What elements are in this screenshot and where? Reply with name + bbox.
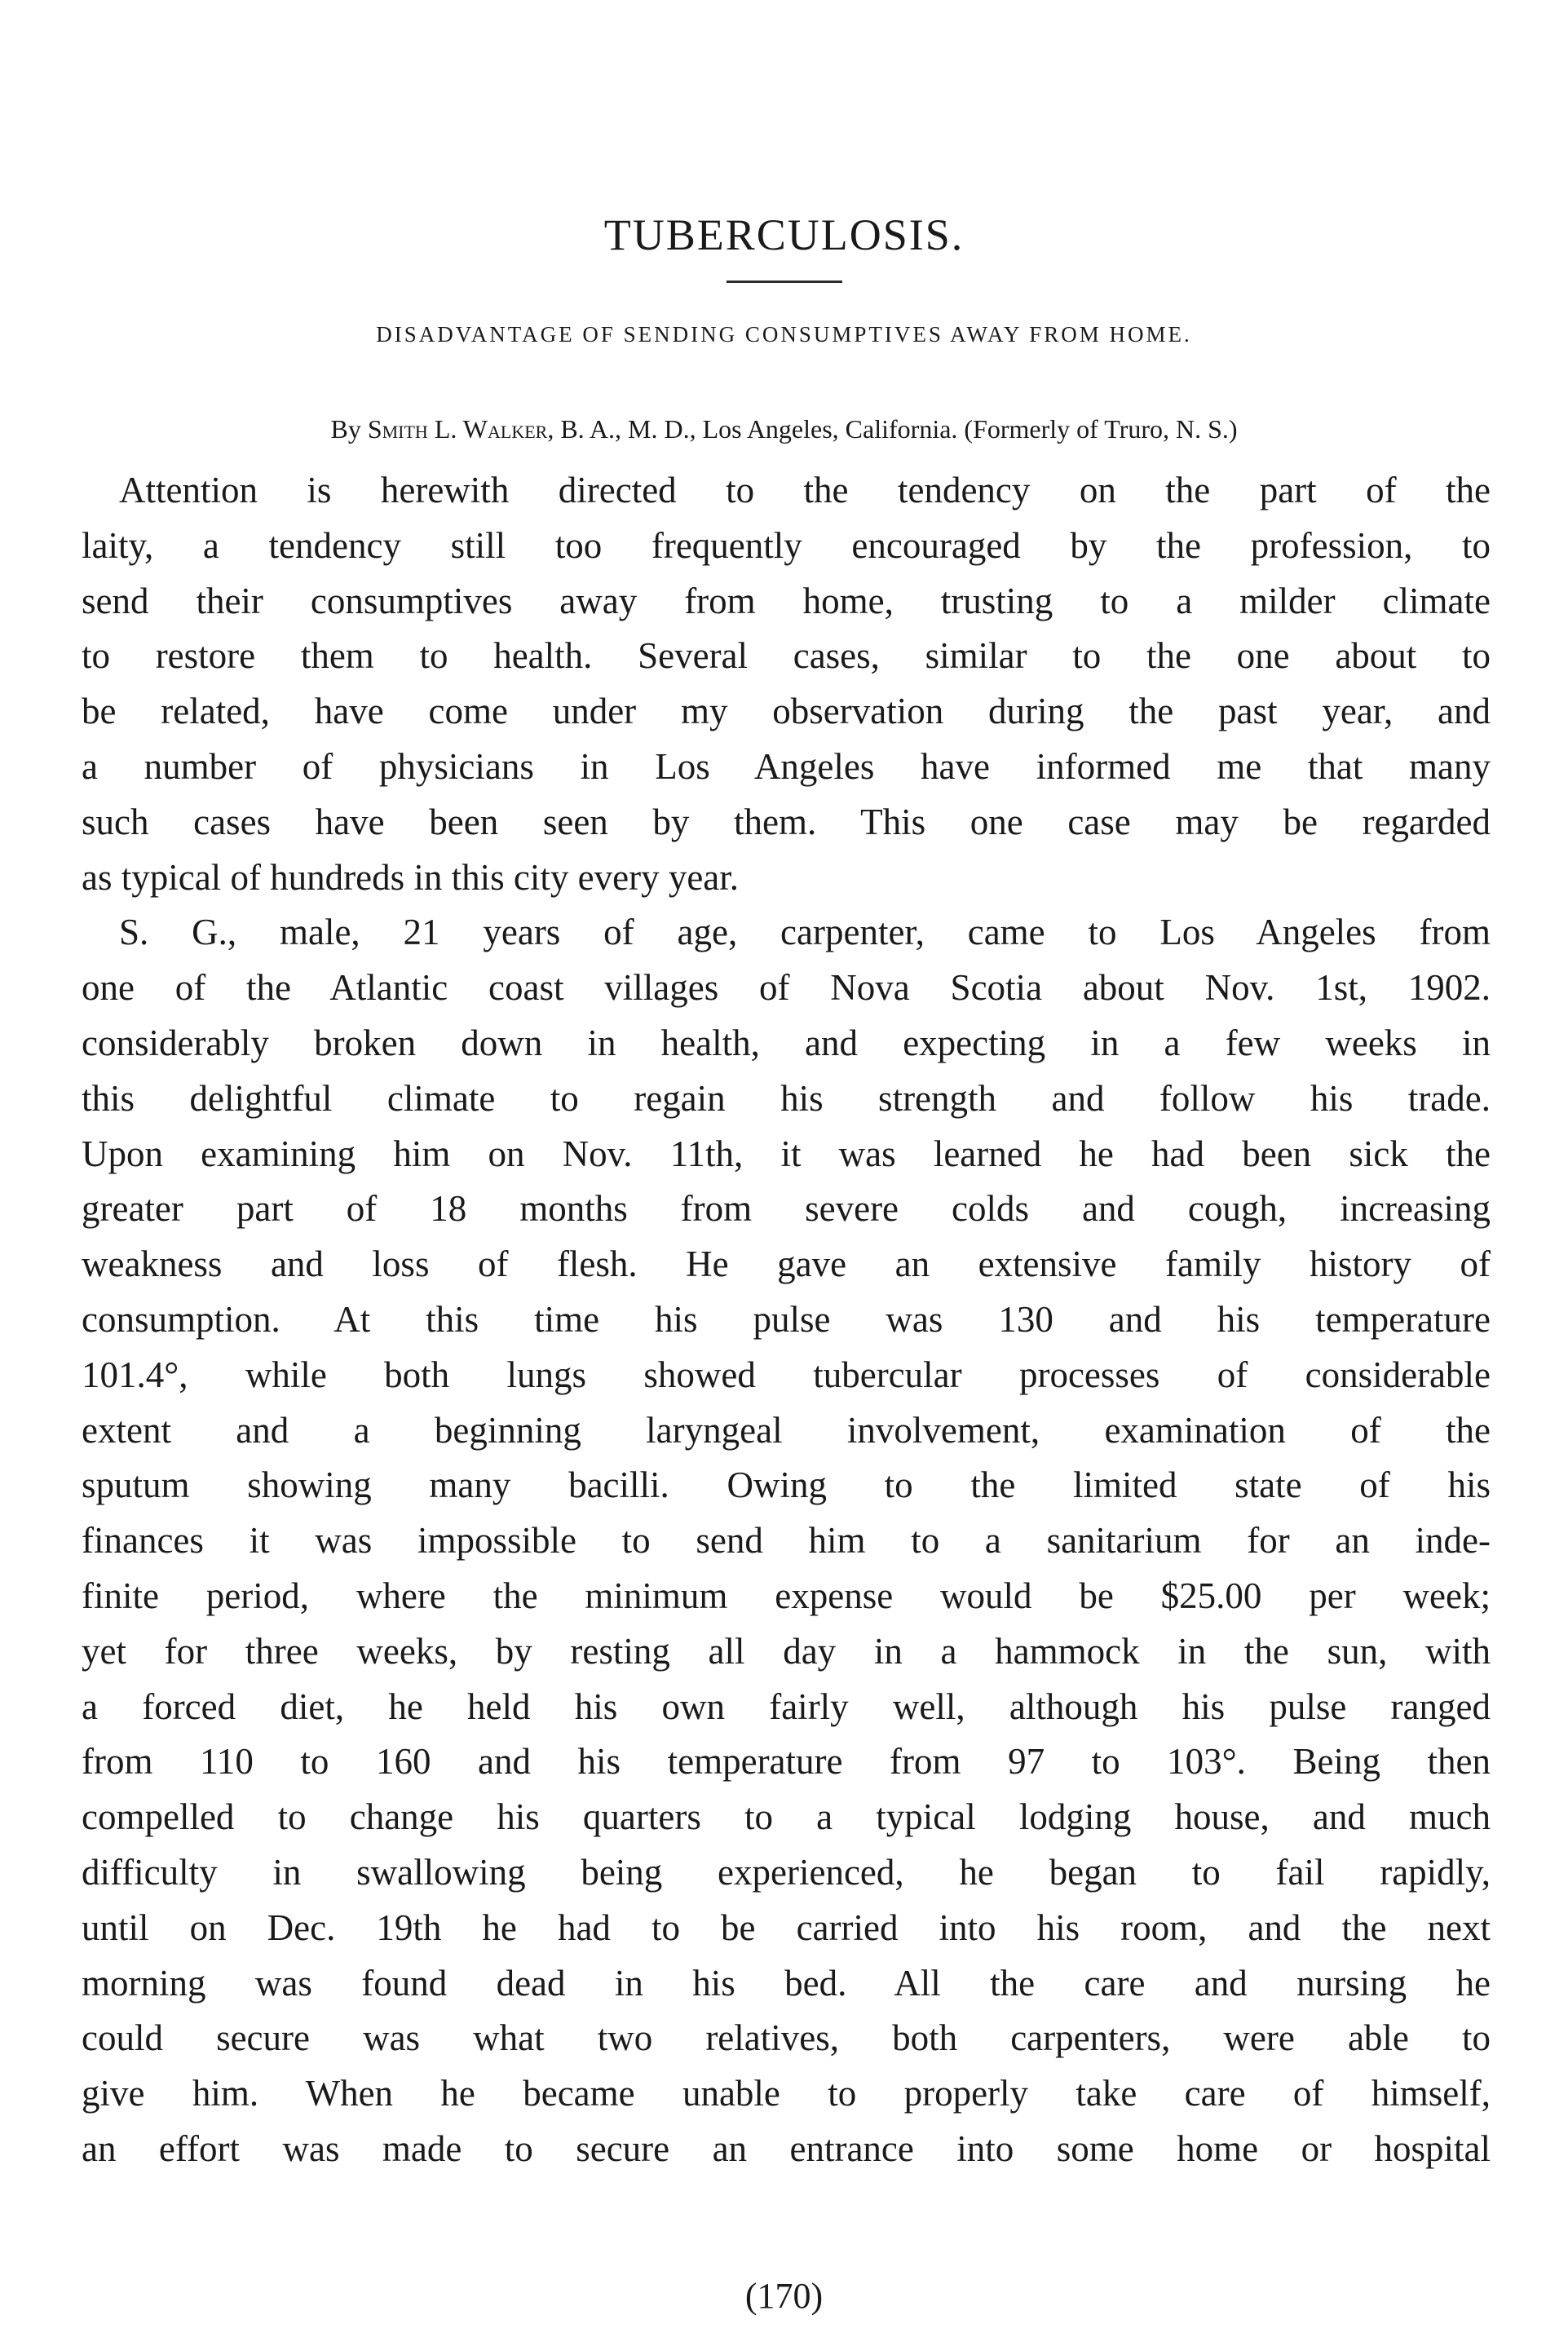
text-line: such cases have been seen by them. This one case may be regarded bbox=[82, 801, 1491, 842]
article-subtitle: DISADVANTAGE OF SENDING CONSUMPTIVES AWAY FROM HOME. bbox=[376, 322, 1192, 347]
text-line: send their consumptives away from home, trusting to a milder climate bbox=[82, 580, 1491, 621]
author-name: Smith L. Walker bbox=[367, 414, 548, 444]
text-line: an effort was made to secure an entrance into some home or hospital bbox=[82, 2127, 1491, 2169]
text-line: a number of physicians in Los Angeles have informed me that many bbox=[82, 745, 1491, 787]
author-degrees: , B. A., M. D., Los Angeles, California. bbox=[547, 414, 958, 444]
text-line: S. G., male, 21 years of age, carpenter, came to Los Angeles from bbox=[119, 912, 1491, 953]
author-note: (Formerly of Truro, N. S.) bbox=[964, 414, 1238, 444]
text-line: sputum showing many bacilli. Owing to the limited state of his bbox=[82, 1465, 1491, 1506]
text-line: one of the Atlantic coast villages of Nova Scotia about Nov. 1st, 1902. bbox=[82, 967, 1491, 1009]
text-line: from 110 to 160 and his temperature from 97 to 103°. Being then bbox=[82, 1741, 1491, 1783]
text-line: be related, have come under my observation during the past year, and bbox=[82, 691, 1491, 732]
text-line: laity, a tendency still too frequently encouraged by the profession, to bbox=[82, 524, 1491, 566]
text-line: give him. When he became unable to properly take care of himself, bbox=[82, 2073, 1491, 2114]
author-byline bbox=[0, 411, 1568, 447]
text-line: this delightful climate to regain his strength and follow his trade. bbox=[82, 1077, 1491, 1119]
paragraph-2 bbox=[82, 905, 1491, 2176]
text-line: could secure was what two relatives, both carpenters, were able to bbox=[82, 2017, 1491, 2059]
text-line: Upon examining him on Nov. 11th, it was learned he had been sick the bbox=[82, 1133, 1491, 1174]
text-line: weakness and loss of flesh. He gave an extensive family history of bbox=[82, 1244, 1491, 1285]
title-divider bbox=[727, 281, 842, 283]
text-line: consumption. At this time his pulse was 130 and his temperature bbox=[82, 1298, 1491, 1340]
text-line: as typical of hundreds in this city every year. bbox=[82, 856, 740, 898]
text-line: difficulty in swallowing being experienced, he began to fail rapidly, bbox=[82, 1851, 1491, 1893]
text-line: considerably broken down in health, and expecting in a few weeks in bbox=[82, 1022, 1491, 1063]
text-line: a forced diet, he held his own fairly well, although his pulse ranged bbox=[82, 1685, 1491, 1727]
text-line: morning was found dead in his bed. All the care and nursing he bbox=[82, 1962, 1491, 2004]
text-line: finite period, where the minimum expense would be $25.00 per week; bbox=[82, 1575, 1491, 1616]
article-title: TUBERCULOSIS. bbox=[603, 210, 965, 259]
page-number: (170) bbox=[744, 2276, 824, 2316]
text-line: finances it was impossible to send him to a sanitarium for an inde- bbox=[82, 1520, 1491, 1562]
text-line: extent and a beginning laryngeal involvement, examination of the bbox=[82, 1409, 1491, 1451]
article-body bbox=[82, 463, 1491, 2177]
text-line: compelled to change his quarters to a typical lodging house, and much bbox=[82, 1796, 1491, 1838]
byline-prefix: By bbox=[330, 414, 368, 444]
text-line: Attention is herewith directed to the tendency on the part of the bbox=[119, 470, 1491, 510]
text-line: 101.4°, while both lungs showed tubercular processes of considerable bbox=[82, 1354, 1491, 1395]
text-line: until on Dec. 19th he had to be carried into his room, and the next bbox=[82, 1906, 1491, 1948]
text-line: to restore them to health. Several cases, similar to the one about to bbox=[82, 635, 1491, 677]
paragraph-1 bbox=[82, 463, 1491, 905]
text-line: greater part of 18 months from severe colds and cough, increasing bbox=[82, 1188, 1491, 1230]
text-line: yet for three weeks, by resting all day in a hammock in the sun, with bbox=[82, 1630, 1491, 1672]
